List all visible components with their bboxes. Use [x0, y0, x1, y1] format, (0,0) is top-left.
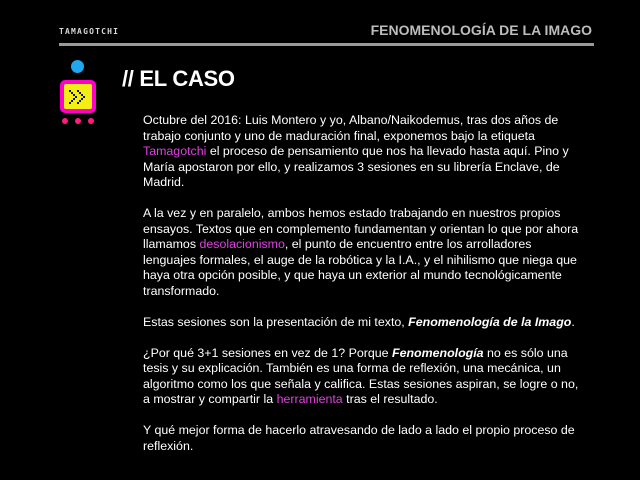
paragraph-text: no es sólo una tesis y su explicación. También es una forma de reflexión, una mecánica, un algoritmo como los que señala y califica. Estas sesiones aspiran, se logre o no, a mostrar y compartir la	[143, 345, 579, 406]
desolacionismo-link[interactable]: desolacionismo	[199, 237, 285, 251]
header-title: FENOMENOLOGÍA DE LA IMAGO	[370, 22, 592, 38]
paragraph-1	[143, 113, 585, 191]
paragraph-text: tras el resultado.	[342, 392, 438, 406]
paragraph-text: Octubre del 2016: Luis Montero y yo, Albano/Naikodemus, tras dos años de trabajo conjunto y uno de maduración final, exponemos bajo la etiqueta	[143, 113, 559, 143]
paragraph-3	[143, 315, 585, 331]
logo-screen	[64, 84, 92, 109]
book-title: Fenomenología de la Imago	[408, 314, 572, 329]
herramienta-link[interactable]: herramienta	[276, 392, 343, 406]
paragraph-4	[143, 346, 585, 408]
paragraph-text: A la vez y en paralelo, ambos hemos estado trabajando en nuestros propios ensayos. Textos que en complemento fundamentan y orientan lo que por ahora llamamos	[143, 206, 579, 251]
paragraph-text: ¿Por qué 3+1 sesiones en vez de 1? Porque	[143, 345, 393, 360]
header-brand: TAMAGOTCHI	[59, 27, 120, 36]
logo-button-dots	[62, 118, 94, 124]
logo-blue-dot	[71, 60, 84, 73]
paragraph-text: Estas sesiones son la presentación de mi texto,	[143, 314, 409, 329]
section-title: // EL CASO	[122, 66, 235, 91]
tamagotchi-logo	[60, 80, 96, 113]
logo-dot-1	[62, 118, 68, 124]
book-title-short: Fenomenología	[392, 345, 484, 360]
double-chevron-right-icon	[68, 89, 88, 104]
logo-dot-3	[88, 118, 94, 124]
paragraph-text: Y qué mejor forma de hacerlo atravesando de lado a lado el propio proceso de reflexión.	[143, 423, 575, 453]
paragraph-text: el proceso de pensamiento que nos ha llevado hasta aquí. Pino y María apostaron por ello, y realizamos 3 sesiones en su librería Enclave, de Madrid.	[143, 144, 569, 189]
paragraph-text: , el punto de encuentro entre los arrolladores lenguajes formales, el auge de la robótica y la I.A., y el nihilismo que niega que haya otra opción posible, y que haya un exterior al mundo tecnológicamente transformado.	[143, 237, 577, 298]
body-text	[143, 113, 585, 470]
paragraph-5	[143, 423, 585, 454]
tamagotchi-link[interactable]: Tamagotchi	[143, 144, 207, 158]
header-divider	[59, 43, 594, 46]
paragraph-text: .	[571, 314, 575, 329]
paragraph-2	[143, 206, 585, 299]
logo-dot-2	[75, 118, 81, 124]
